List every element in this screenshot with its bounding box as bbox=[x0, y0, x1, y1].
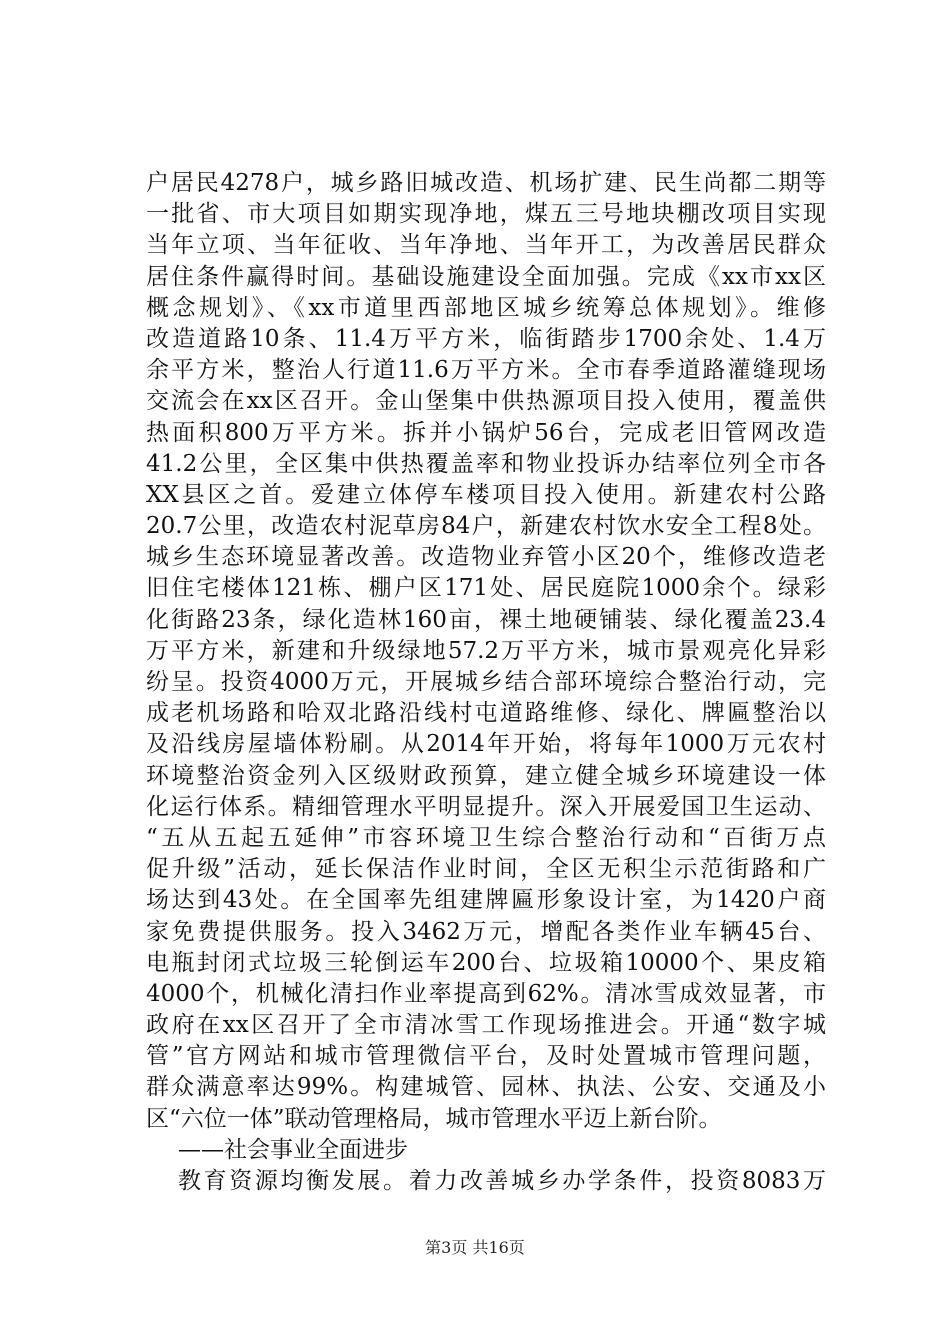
text-line: 热面积800万平方米。拆并小锅炉56台，完成老旧管网改造 bbox=[146, 419, 826, 446]
text-line: 旧住宅楼体121栋、棚户区171处、居民庭院1000余个。绿彩 bbox=[146, 575, 826, 602]
text-line: 场达到43处。在全国率先组建牌匾形象设计室，为1420户商 bbox=[146, 887, 826, 914]
text-line: 概念规划》、《xx市道里西部地区城乡统筹总体规划》。维修 bbox=[146, 294, 826, 321]
text-line: 余平方米，整治人行道11.6万平方米。全市春季道路灌缝现场 bbox=[146, 357, 826, 384]
text-line: 群众满意率达99%。构建城管、园林、执法、公安、交通及小 bbox=[146, 1074, 826, 1101]
text-line: 万平方米，新建和升级绿地57.2万平方米，城市景观亮化异彩 bbox=[146, 637, 826, 664]
text-line: 居住条件赢得时间。基础设施建设全面加强。完成《xx市xx区 bbox=[146, 263, 826, 290]
text-line: 20.7公里，改造农村泥草房84户，新建农村饮水安全工程8处。 bbox=[146, 513, 826, 540]
text-line: 管”官方网站和城市管理微信平台，及时处置城市管理问题， bbox=[146, 1043, 826, 1070]
text-line: 区“六位一体”联动管理格局，城市管理水平迈上新台阶。 bbox=[146, 1105, 722, 1132]
text-line: 一批省、市大项目如期实现净地，煤五三号地块棚改项目实现 bbox=[146, 201, 826, 228]
text-line: 4000个，机械化清扫作业率提高到62%。清冰雪成效显著，市 bbox=[146, 980, 826, 1007]
text-line: 电瓶封闭式垃圾三轮倒运车200台、垃圾箱10000个、果皮箱 bbox=[146, 949, 826, 976]
text-line: 41.2公里，全区集中供热覆盖率和物业投诉办结率位列全市各 bbox=[146, 450, 826, 477]
text-line: 改造道路10条、11.4万平方米，临街踏步1700余处、1.4万 bbox=[146, 325, 826, 352]
text-line: 政府在xx区召开了全市清冰雪工作现场推进会。开通“数字城 bbox=[146, 1012, 826, 1039]
text-line: 促升级”活动，延长保洁作业时间，全区无积尘示范街路和广 bbox=[146, 856, 826, 883]
text-line: 城乡生态环境显著改善。改造物业弃管小区20个，维修改造老 bbox=[146, 544, 826, 571]
text-line: XX县区之首。爱建立体停车楼项目投入使用。新建农村公路 bbox=[146, 481, 826, 508]
text-line: 及沿线房屋墙体粉刷。从2014年开始，将每年1000万元农村 bbox=[146, 731, 826, 758]
section-heading: ——社会事业全面进步 bbox=[178, 1136, 408, 1163]
text-line: “五从五起五延伸”市容环境卫生综合整治行动和“百街万点 bbox=[146, 824, 826, 851]
text-line: 纷呈。投资4000万元，开展城乡结合部环境综合整治行动，完 bbox=[146, 669, 826, 695]
text-line: 化运行体系。精细管理水平明显提升。深入开展爱国卫生运动、 bbox=[146, 793, 826, 820]
text-line: 教育资源均衡发展。着力改善城乡办学条件，投资8083万 bbox=[178, 1168, 826, 1194]
text-line: 户居民4278户，城乡路旧城改造、机场扩建、民生尚都二期等 bbox=[146, 170, 826, 196]
text-line: 环境整治资金列入区级财政预算，建立健全城乡环境建设一体 bbox=[146, 762, 826, 789]
document-body bbox=[146, 168, 826, 1197]
text-line: 交流会在xx区召开。金山堡集中供热源项目投入使用，覆盖供 bbox=[146, 388, 826, 415]
text-line: 家免费提供服务。投入3462万元，增配各类作业车辆45台、 bbox=[146, 918, 826, 945]
page-footer: 第3页 共16页 bbox=[425, 1238, 525, 1257]
text-line: 化街路23条，绿化造林160亩，裸土地硬铺装、绿化覆盖23.4 bbox=[146, 606, 826, 633]
text-line: 当年立项、当年征收、当年净地、当年开工，为改善居民群众 bbox=[146, 232, 826, 259]
text-line: 成老机场路和哈双北路沿线村屯道路维修、绿化、牌匾整治以 bbox=[146, 700, 826, 727]
